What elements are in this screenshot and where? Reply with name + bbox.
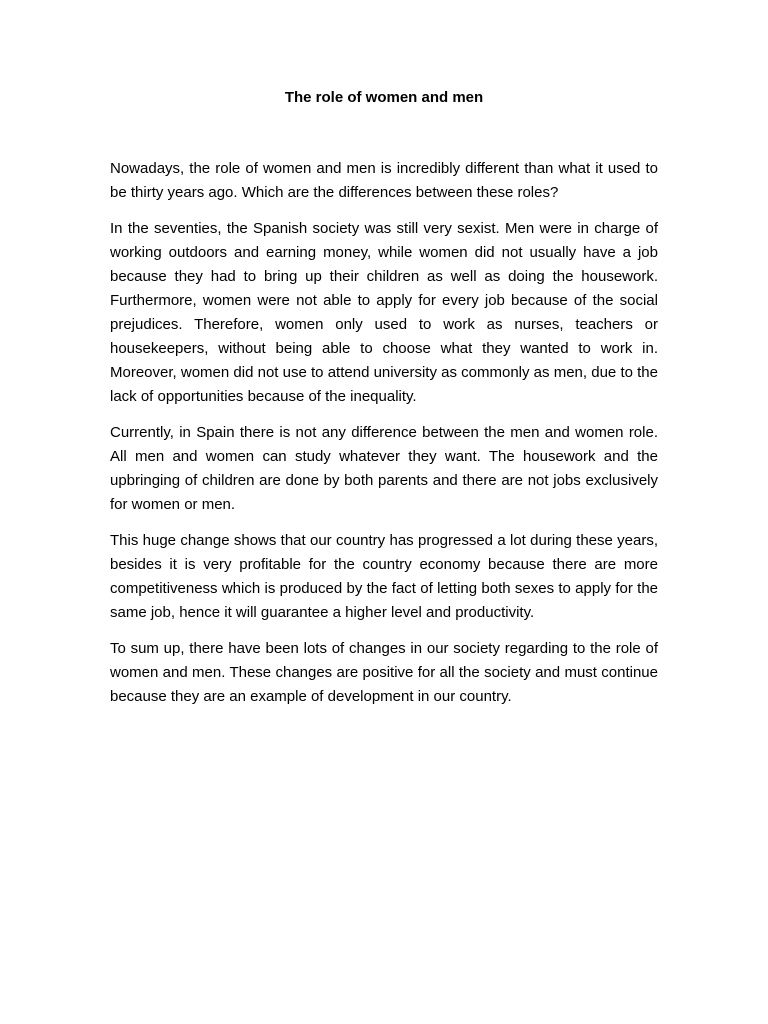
paragraph-conclusion: To sum up, there have been lots of changes in our society regarding to the role of women and men. These changes are positive for all the society and must continue because they are an example of development in our country. (110, 640, 658, 705)
document-title: The role of women and men (284, 89, 484, 106)
paragraph-change: This huge change shows that our country has progressed a lot during these years, besides it is very profitable for the country economy because there are more competitiveness which is produced by the fact of letting both sexes to apply for the same job, hence it will guarantee a higher level and productivity. (110, 532, 658, 621)
paragraph-seventies: In the seventies, the Spanish society was still very sexist. Men were in charge of working outdoors and earning money, while women did not usually have a job because they had to bring up their children as well as doing the housework. Furthermore, women were not able to apply for every job because of the social prejudices. Therefore, women only used to work as nurses, teachers or housekeepers, without being able to choose what they wanted to work in. Moreover, women did not use to attend university as commonly as men, due to the lack of opportunities because of the inequality. (110, 220, 658, 405)
paragraph-intro: Nowadays, the role of women and men is incredibly different than what it used to be thirty years ago. Which are the differences between these roles? (110, 160, 658, 201)
document-body (110, 157, 658, 721)
paragraph-currently: Currently, in Spain there is not any difference between the men and women role. All men and women can study whatever they want. The housework and the upbringing of children are done by both parents and there are not jobs exclusively for women or men. (110, 424, 658, 513)
